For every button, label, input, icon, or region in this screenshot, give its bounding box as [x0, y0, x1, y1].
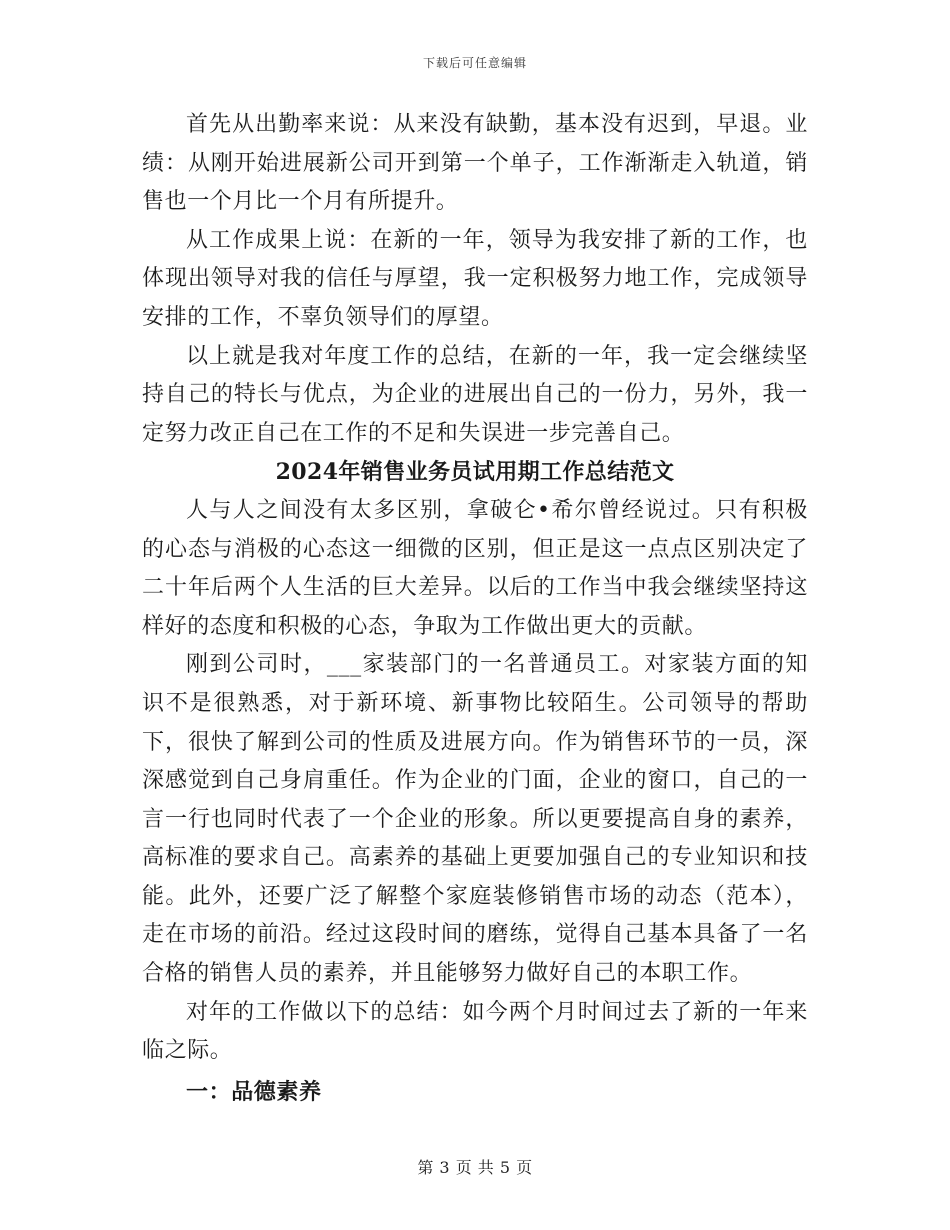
- paragraph-joining-company: 刚到公司时，___家装部门的一名普通员工。对家装方面的知识不是很熟悉，对于新环境、新事物比较陌生。公司领导的帮助下，很快了解到公司的性质及进展方向。作为销售环节的一员，深深感觉到自己身肩重任。作为企业的门面，企业的窗口，自己的一言一行也同时代表了一个企业的形象。所以更要提高自身的素养，高标准的要求自己。高素养的基础上更要加强自己的专业知识和技能。此外，还要广泛了解整个家庭装修销售市场的动态（范本），走在市场的前沿。经过这段时间的磨练，觉得自己基本具备了一名合格的销售人员的素养，并且能够努力做好自己的本职工作。: [142, 652, 808, 987]
- paragraph-year-summary: 以上就是我对年度工作的总结，在新的一年，我一定会继续坚持自己的特长与优点，为企业的进展出自己的一份力，另外，我一定努力改正自己在工作的不足和失误进一步完善自己。: [142, 343, 808, 446]
- paragraph-work-results: 从工作成果上说：在新的一年，领导为我安排了新的工作，也体现出领导对我的信任与厚望，我一定积极努力地工作，完成领导安排的工作，不辜负领导们的厚望。: [142, 227, 808, 330]
- document-body: [142, 106, 808, 1111]
- paragraph-annual-summary: 对年的工作做以下的总结：如今两个月时间过去了新的一年来临之际。: [142, 999, 808, 1064]
- page-number: 第 3 页 共 5 页: [417, 1158, 533, 1177]
- paragraph-attendance: 首先从出勤率来说：从来没有缺勤，基本没有迟到，早退。业绩：从刚开始进展新公司开到第一个单子，工作渐渐走入轨道，销售也一个月比一个月有所提升。: [142, 112, 808, 215]
- paragraph-attitude: 人与人之间没有太多区别，拿破仑•希尔曾经说过。只有积极的心态与消极的心态这一细微的区别，但正是这一点点区别决定了二十年后两个人生活的巨大差异。以后的工作当中我会继续坚持这样好的态度和积极的心态，争取为工作做出更大的贡献。: [142, 497, 808, 639]
- subheading-moral-quality: 一：品德素养: [186, 1078, 322, 1105]
- section-title: 2024年销售业务员试用期工作总结范文: [275, 459, 675, 486]
- page-header-note: 下载后可任意编辑: [422, 56, 527, 70]
